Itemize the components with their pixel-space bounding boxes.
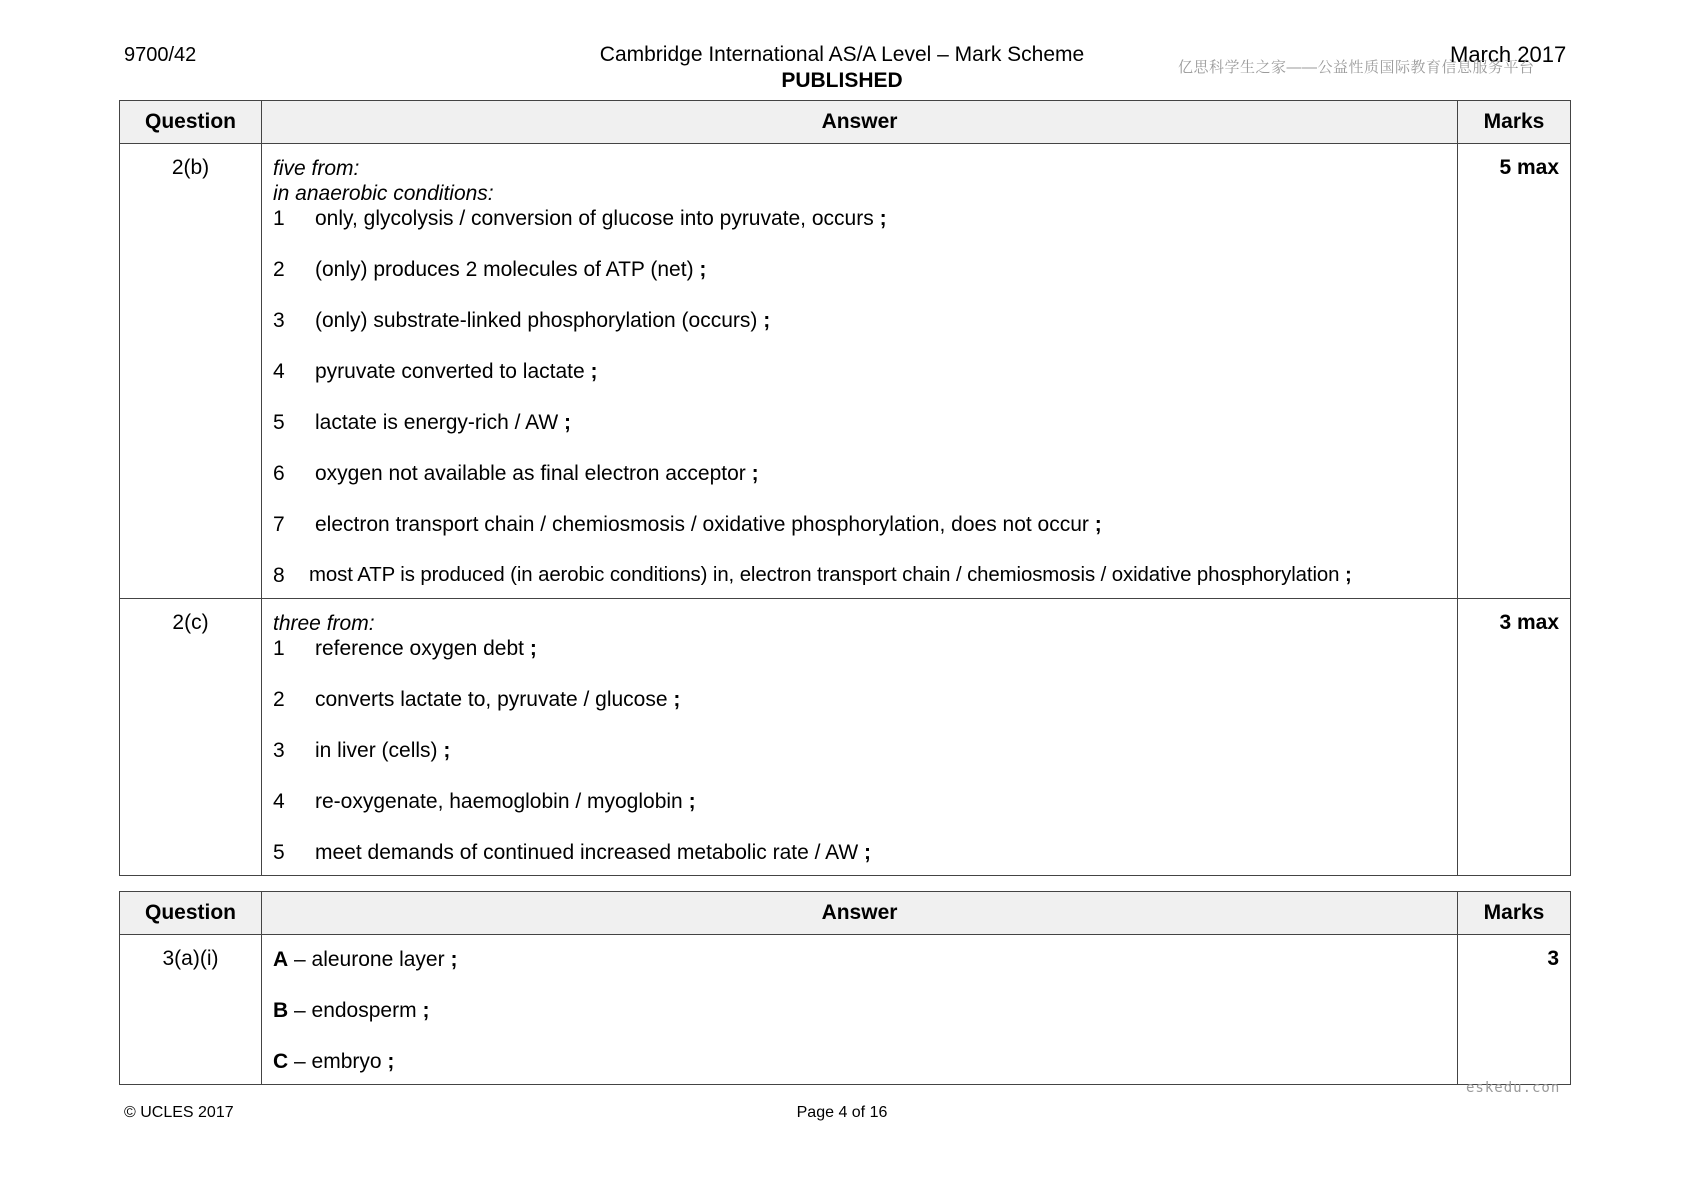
point-number: 2 [273,688,285,711]
item-text: – embryo [288,1050,382,1073]
marking-point [273,840,1447,865]
item-label: B [273,999,289,1022]
point-number: 1 [273,637,285,660]
point-separator: ; [688,790,696,813]
point-number: 7 [273,513,285,536]
point-number: 4 [273,360,285,383]
marking-point [273,206,1447,231]
point-text: (only) substrate-linked phosphorylation (occurs) [315,309,758,332]
point-text: in liver (cells) [315,739,438,762]
item-text: – endosperm [288,999,417,1022]
marking-point [273,636,1447,661]
table-header-row [120,101,1571,144]
marking-point [273,563,1447,588]
marking-point [273,738,1447,763]
point-text: meet demands of continued increased metabolic rate / AW [315,841,859,864]
table-row [120,144,1571,599]
marking-point [273,308,1447,333]
question-number: 2(b) [120,144,262,599]
marks-header: Marks [1458,101,1571,144]
mark-scheme-table [119,100,1571,876]
watermark-text: eskedu.con [1466,1080,1561,1096]
point-separator: ; [529,637,537,660]
table-row [120,599,1571,876]
answer-intro: three from: [273,612,375,635]
point-number: 3 [273,739,285,762]
point-separator: ; [864,841,872,864]
marking-point [273,947,1447,972]
answer-intro: five from: [273,157,360,180]
paper-code: 9700/42 [124,44,197,66]
item-label: C [273,1050,289,1073]
question-number: 3(a)(i) [120,935,262,1085]
point-separator: ; [879,207,887,230]
watermark-text: 亿思科学生之家——公益性质国际教育信息服务平台 [1178,59,1535,76]
point-separator: ; [590,360,598,383]
point-number: 3 [273,309,285,332]
point-text: (only) produces 2 molecules of ATP (net) [315,258,694,281]
point-text: pyruvate converted to lactate [315,360,585,383]
answer-intro: in anaerobic conditions: [273,182,494,205]
marking-point [273,359,1447,384]
question-header: Question [120,892,262,935]
answer-cell [262,935,1458,1085]
marking-point [273,687,1447,712]
point-separator: ; [563,411,571,434]
point-number: 4 [273,790,285,813]
point-separator: ; [1094,513,1102,536]
item-text: – aleurone layer [288,948,445,971]
point-number: 2 [273,258,285,281]
exam-date: March 2017 [1450,42,1567,67]
point-text: only, glycolysis / conversion of glucose into pyruvate, occurs [315,207,874,230]
point-text: converts lactate to, pyruvate / glucose [315,688,668,711]
marking-point [273,410,1447,435]
marks-value: 3 [1458,935,1571,1085]
page-number: Page 4 of 16 [796,1104,888,1121]
answer-cell [262,599,1458,876]
point-separator: ; [763,309,771,332]
marks-header: Marks [1458,892,1571,935]
point-separator: ; [422,999,430,1022]
marks-value: 3 max [1458,599,1571,876]
point-separator: ; [443,739,451,762]
marks-value: 5 max [1458,144,1571,599]
point-text: most ATP is produced (in aerobic conditions) in, electron transport chain / chemiosmosis / oxidative phosphorylation [309,564,1340,586]
point-number: 6 [273,462,285,485]
table-header-row [120,892,1571,935]
table-row [120,935,1571,1085]
point-number: 5 [273,841,285,864]
point-number: 5 [273,411,285,434]
point-text: oxygen not available as final electron acceptor [315,462,746,485]
marking-point [273,789,1447,814]
point-separator: ; [387,1050,395,1073]
point-number: 8 [273,564,285,587]
marking-point [273,257,1447,282]
point-number: 1 [273,207,285,230]
point-text: lactate is energy-rich / AW [315,411,559,434]
point-separator: ; [673,688,681,711]
document-title: Cambridge International AS/A Level – Mark Scheme [599,43,1085,66]
marking-point [273,998,1447,1023]
marking-point [273,512,1447,537]
point-separator: ; [699,258,707,281]
point-separator: ; [751,462,759,485]
mark-scheme-table [119,891,1571,1085]
point-text: reference oxygen debt [315,637,524,660]
marking-point [273,461,1447,486]
point-separator: ; [450,948,458,971]
answer-cell [262,144,1458,599]
question-number: 2(c) [120,599,262,876]
marking-point [273,1049,1447,1074]
point-text: re-oxygenate, haemoglobin / myoglobin [315,790,683,813]
copyright-notice: © UCLES 2017 [124,1104,234,1121]
point-text: electron transport chain / chemiosmosis / oxidative phosphorylation, does not occur [315,513,1089,536]
published-label: PUBLISHED [781,69,903,92]
item-label: A [273,948,289,971]
question-header: Question [120,101,262,144]
answer-header: Answer [262,892,1458,935]
answer-header: Answer [262,101,1458,144]
point-separator: ; [1344,564,1352,586]
